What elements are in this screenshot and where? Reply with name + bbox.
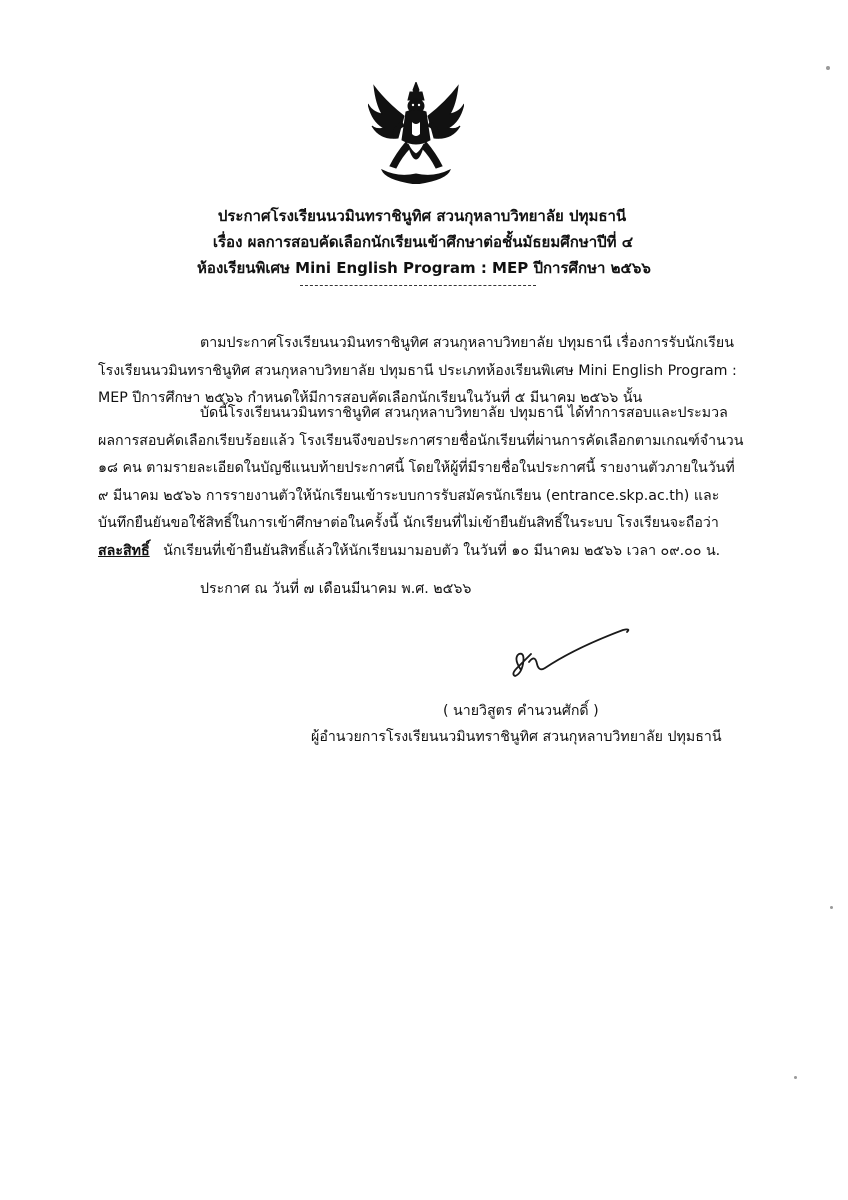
scan-speck — [826, 66, 830, 70]
header-title: ประกาศโรงเรียนนวมินทราชินูทิศ สวนกุหลาบวิทยาลัย ปทุมธานี — [217, 207, 627, 225]
handwritten-signature — [505, 624, 635, 684]
garuda-emblem-icon — [368, 82, 464, 184]
signer-title: ผู้อำนวยการโรงเรียนนวมินทราชินูทิศ สวนกุหลาบวิทยาลัย ปทุมธานี — [311, 729, 722, 745]
paragraph-line-last — [98, 538, 768, 566]
paragraph-line: ตามประกาศโรงเรียนนวมินทราชินูทิศ สวนกุหลาบวิทยาลัย ปทุมธานี เรื่องการรับนักเรียน — [200, 335, 734, 351]
paragraph-line: MEP ปีการศึกษา ๒๕๖๖ กำหนดให้มีการสอบคัดเลือกนักเรียนในวันที่ ๕ มีนาคม ๒๕๖๖ นั้น — [98, 390, 643, 407]
announcement-date: ประกาศ ณ วันที่ ๗ เดือนมีนาคม พ.ศ. ๒๕๖๖ — [200, 581, 472, 597]
header-program: ห้องเรียนพิเศษ Mini English Program : MEP ปีการศึกษา ๒๕๖๖ — [197, 259, 651, 277]
paragraph-results — [98, 400, 768, 566]
scan-speck — [794, 1076, 797, 1079]
paragraph-line: ๙ มีนาคม ๒๕๖๖ การรายงานตัวให้นักเรียนเข้าระบบการรับสมัครนักเรียน (entrance.skp.ac.th) และ — [98, 487, 720, 504]
paragraph-line: โรงเรียนนวมินทราชินูทิศ สวนกุหลาบวิทยาลัย ปทุมธานี ประเภทห้องเรียนพิเศษ Mini English Program : — [98, 362, 737, 379]
scan-speck — [830, 906, 833, 909]
paragraph-line: บัดนี้โรงเรียนนวมินทราชินูทิศ สวนกุหลาบวิทยาลัย ปทุมธานี ได้ทำการสอบและประมวล — [200, 405, 728, 421]
paragraph-line: บันทึกยืนยันขอใช้สิทธิ์ในการเข้าศึกษาต่อในครั้งนี้ นักเรียนที่ไม่เข้ายืนยันสิทธิ์ในระบบ โรงเรียนจะถือว่า — [98, 515, 719, 532]
forfeit-emphasis: สละสิทธิ์ — [98, 542, 150, 559]
signer-name: ( นายวิสูตร คำนวนศักดิ์ ) — [443, 703, 599, 719]
paragraph-line: ผลการสอบคัดเลือกเรียบร้อยแล้ว โรงเรียนจึงขอประกาศรายชื่อนักเรียนที่ผ่านการคัดเลือกตามเกณฑ์จำนวน — [98, 432, 744, 449]
announcement-header — [0, 203, 848, 281]
header-subject: เรื่อง ผลการสอบคัดเลือกนักเรียนเข้าศึกษาต่อชั้นมัธยมศึกษาปีที่ ๔ — [212, 233, 634, 251]
paragraph-line: ๑๘ คน ตามรายละเอียดในบัญชีแนบท้ายประกาศนี้ โดยให้ผู้ที่มีรายชื่อในประกาศนี้ รายงานตัวภายในวันที่ — [98, 460, 735, 477]
paragraph-line-rest: นักเรียนที่เข้ายืนยันสิทธิ์แล้วให้นักเรียนมามอบตัว ในวันที่ ๑๐ มีนาคม ๒๕๖๖ เวลา ๐๙.๐๐ น. — [149, 542, 721, 559]
header-divider — [300, 285, 536, 286]
